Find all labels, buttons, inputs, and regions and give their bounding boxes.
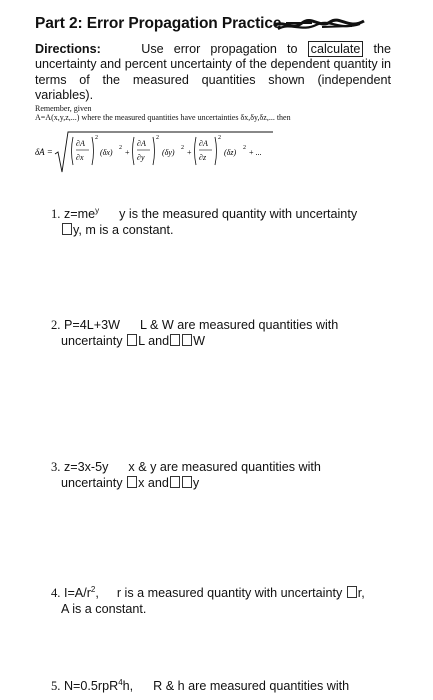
problem-3 bbox=[51, 460, 321, 491]
problem-1-number: 1. bbox=[51, 207, 61, 221]
delta-z: (δz) bbox=[224, 148, 237, 157]
exp-5: 2 bbox=[218, 135, 221, 141]
directions-label: Directions: bbox=[35, 42, 101, 56]
exp-4: 2 bbox=[181, 145, 184, 151]
missing-glyph-box bbox=[347, 586, 357, 598]
partial-x: ∂x bbox=[76, 153, 84, 162]
problem-3-desc-line2c: y bbox=[192, 475, 200, 490]
partial-a-x: ∂A bbox=[76, 139, 85, 148]
problem-4-equation-sup: 2 bbox=[90, 584, 96, 594]
exp-1: 2 bbox=[95, 135, 98, 141]
remember-note bbox=[35, 104, 291, 122]
formula-tail: + ... bbox=[249, 148, 262, 157]
directions-boxed-word: calculate bbox=[308, 41, 364, 57]
missing-glyph-box bbox=[127, 334, 137, 346]
problem-1-equation: z=me bbox=[63, 207, 96, 221]
problem-3-desc-line2b: x and bbox=[138, 475, 169, 490]
problem-4 bbox=[51, 586, 365, 617]
missing-glyph-box bbox=[170, 476, 180, 488]
partial-z: ∂z bbox=[199, 153, 207, 162]
problem-2-desc-line2c: W bbox=[193, 333, 206, 348]
problem-2 bbox=[51, 318, 338, 349]
problem-3-desc-line1: x & y are measured quantities with bbox=[128, 460, 321, 474]
partial-a-y: ∂A bbox=[137, 139, 146, 148]
exp-6: 2 bbox=[243, 145, 246, 151]
partial-y: ∂y bbox=[137, 153, 145, 162]
missing-glyph-box bbox=[62, 223, 72, 235]
problem-2-desc-line2a: uncertainty bbox=[61, 333, 123, 348]
directions-text-start: Use error propagation to bbox=[141, 42, 298, 56]
plus-1: + bbox=[125, 148, 130, 157]
formula-lhs: δA = bbox=[35, 147, 53, 157]
problem-5-number: 5. bbox=[51, 679, 61, 693]
problem-1-desc-line2: y, m is a constant. bbox=[73, 222, 174, 237]
problem-2-desc-line2b: L and bbox=[138, 333, 170, 348]
problem-5-equation-after: h, bbox=[122, 679, 134, 693]
problem-2-desc-line1: L & W are measured quantities with bbox=[139, 318, 339, 332]
problem-1-equation-sup: y bbox=[95, 205, 100, 215]
problem-5-equation: N=0.5rpR bbox=[63, 679, 119, 693]
exp-3: 2 bbox=[156, 135, 159, 141]
problem-1 bbox=[51, 207, 357, 238]
scribble-mark bbox=[272, 17, 368, 33]
problem-4-desc-line2: A is a constant. bbox=[61, 601, 147, 616]
error-propagation-formula bbox=[35, 128, 275, 178]
problem-2-equation: P=4L+3W bbox=[63, 318, 120, 332]
problem-4-number: 4. bbox=[51, 586, 61, 600]
problem-3-equation: z=3x-5y bbox=[63, 460, 109, 474]
remember-line-1: Remember, given bbox=[35, 104, 92, 113]
remember-line-2: A=A(x,y,z,...) where the measured quantities have uncertainties δx,δy,δz,... then bbox=[35, 113, 291, 122]
problem-5 bbox=[51, 679, 349, 695]
problem-4-equation-after: , bbox=[95, 586, 99, 600]
missing-glyph-box bbox=[182, 476, 192, 488]
problem-1-desc-line1: y is the measured quantity with uncertainty bbox=[119, 207, 358, 221]
problem-4-desc-line1a: r is a measured quantity with uncertainty bbox=[116, 586, 343, 600]
problem-5-desc-line1: R & h are measured quantities with bbox=[153, 679, 350, 693]
missing-glyph-box bbox=[182, 334, 192, 346]
problem-3-number: 3. bbox=[51, 460, 61, 474]
problem-2-number: 2. bbox=[51, 318, 61, 332]
delta-y: (δy) bbox=[162, 148, 175, 157]
partial-a-z: ∂A bbox=[199, 139, 208, 148]
plus-2: + bbox=[187, 148, 192, 157]
problem-4-equation: I=A/r bbox=[63, 586, 91, 600]
exp-2: 2 bbox=[119, 145, 122, 151]
problem-4-desc-line1b: r, bbox=[357, 586, 365, 600]
problem-3-desc-line2a: uncertainty bbox=[61, 475, 123, 490]
missing-glyph-box bbox=[127, 476, 137, 488]
directions-text-end: the uncertainty and percent uncertainty of the dependent quantity in terms of the measured quantities shown (independent variables). bbox=[35, 42, 392, 102]
delta-x: (δx) bbox=[100, 148, 113, 157]
directions-paragraph bbox=[35, 42, 391, 103]
missing-glyph-box bbox=[170, 334, 180, 346]
problem-5-equation-sup: 4 bbox=[118, 677, 123, 687]
page-title: Part 2: Error Propagation Practice- bbox=[35, 15, 287, 32]
